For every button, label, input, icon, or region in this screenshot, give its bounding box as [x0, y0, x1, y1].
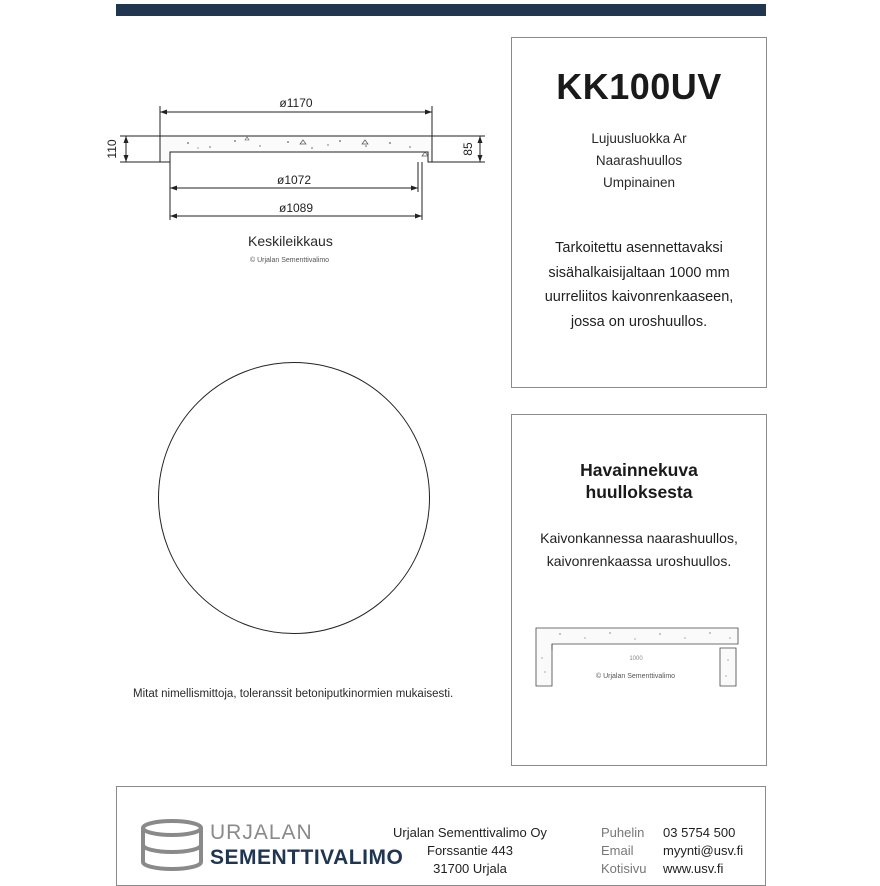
illustration-title-line: huulloksesta — [585, 482, 693, 502]
contact-values — [663, 824, 743, 878]
tolerance-note: Mitat nimellismittoja, toleranssit betoniputkinormien mukaisesti. — [133, 688, 454, 700]
product-properties — [511, 128, 767, 194]
contact-labels — [601, 824, 647, 878]
dim-height-left: 110 — [105, 139, 119, 159]
mini-dimension-label: 1000 — [629, 656, 643, 662]
contact-email-link[interactable]: myynti@usv.fi — [663, 843, 744, 858]
illustration-text — [511, 527, 767, 573]
contact-website-link[interactable]: www.usv.fi — [663, 861, 724, 876]
section-caption: Keskileikkaus — [248, 233, 333, 249]
contact-label-website: Kotisivu — [601, 861, 647, 876]
illustration-text-line: kaivonrenkaassa uroshuullos. — [546, 553, 732, 569]
address-line: 31700 Urjala — [433, 861, 507, 876]
illustration-text-line: Kaivonkannessa naarashuullos, — [540, 530, 738, 546]
contact-label-phone: Puhelin — [601, 825, 645, 840]
dim-inner-top-diameter: ø1072 — [276, 173, 312, 187]
illustration-title — [511, 459, 767, 503]
dim-inner-bottom-diameter: ø1089 — [278, 201, 314, 215]
description-line: jossa on uroshuullos. — [570, 313, 708, 330]
drawing-copyright: © Urjalan Sementtivalimo — [250, 257, 330, 264]
top-view-circle — [158, 362, 430, 634]
description-line: sisähalkaisijaltaan 1000 mm — [548, 264, 730, 281]
product-code-title: KK100UV — [556, 66, 722, 107]
illustration-copyright: © Urjalan Sementtivalimo — [596, 673, 676, 680]
address-line: Forssantie 443 — [427, 843, 513, 858]
property-line: Lujuusluokka Ar — [591, 131, 687, 146]
company-address — [390, 824, 550, 878]
contact-phone: 03 5754 500 — [663, 825, 736, 840]
description-line: uurreliitos kaivonrenkaaseen, — [544, 289, 734, 305]
property-line: Naarashuullos — [595, 153, 683, 168]
logo-text-top: URJALAN — [210, 821, 313, 844]
dim-outer-diameter: ø1170 — [279, 96, 313, 110]
logo-text-bottom: SEMENTTIVALIMO — [210, 846, 404, 869]
top-accent-bar — [116, 4, 766, 16]
description-line: Tarkoitettu asennettavaksi — [555, 240, 723, 256]
contact-label-email: Email — [601, 843, 634, 858]
address-line: Urjalan Sementtivalimo Oy — [393, 825, 547, 840]
joint-illustration — [530, 620, 750, 690]
dim-height-right: 85 — [461, 142, 475, 156]
illustration-title-line: Havainnekuva — [580, 460, 698, 480]
property-line: Umpinainen — [602, 175, 676, 190]
product-description — [511, 236, 767, 334]
